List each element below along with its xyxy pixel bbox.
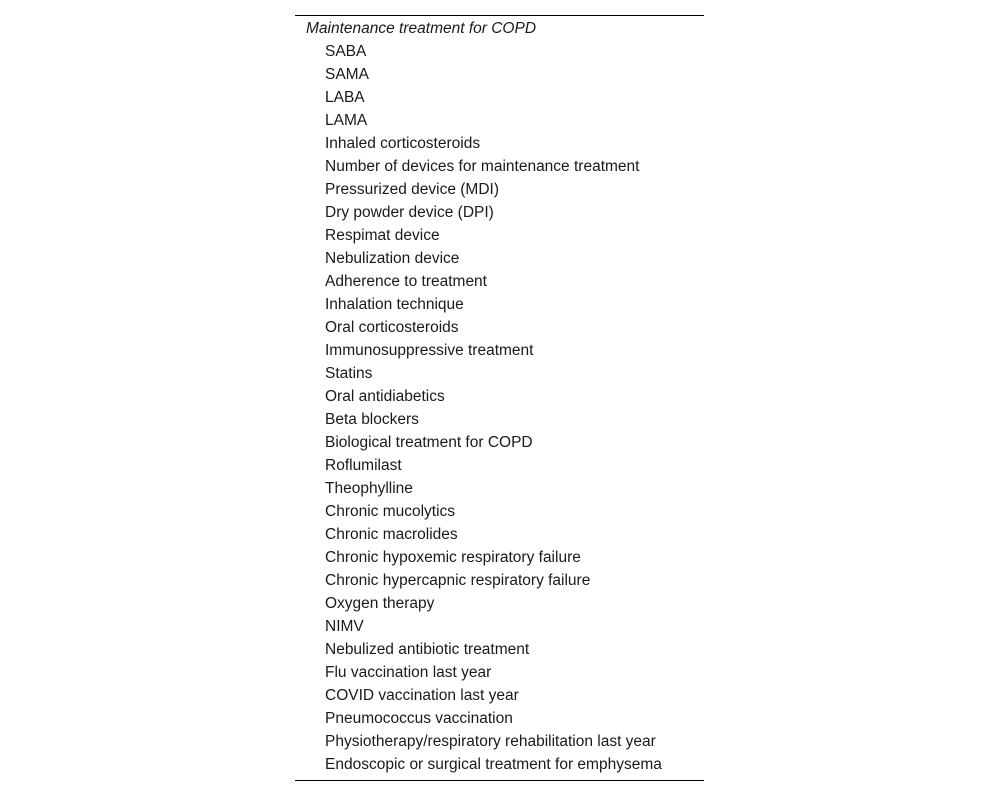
table-row: Oral corticosteroids <box>325 319 459 336</box>
table-row: Adherence to treatment <box>325 273 487 290</box>
table-row: LAMA <box>325 112 368 129</box>
table-row: Pneumococcus vaccination <box>325 710 513 727</box>
table-row: Nebulization device <box>325 250 460 267</box>
table-row: Roflumilast <box>325 457 402 474</box>
table-row: Biological treatment for COPD <box>325 434 533 451</box>
table-row: Chronic hypoxemic respiratory failure <box>325 549 581 566</box>
variable-list <box>295 40 704 776</box>
table-row: SABA <box>325 43 367 60</box>
table-row: Beta blockers <box>325 411 419 428</box>
table-row: Chronic hypercapnic respiratory failure <box>325 572 591 589</box>
table-row: LABA <box>325 89 365 106</box>
variables-table <box>295 15 704 781</box>
table-row: Number of devices for maintenance treatment <box>325 158 640 175</box>
table-row: Endoscopic or surgical treatment for emphysema <box>325 756 662 773</box>
table-row: Dry powder device (DPI) <box>325 204 494 221</box>
table-row: Pressurized device (MDI) <box>325 181 499 198</box>
table-row: Flu vaccination last year <box>325 664 492 681</box>
table-row: Physiotherapy/respiratory rehabilitation last year <box>325 733 656 750</box>
table-row: Nebulized antibiotic treatment <box>325 641 530 658</box>
table-row: Oxygen therapy <box>325 595 435 612</box>
table-row: NIMV <box>325 618 364 635</box>
table-row: Statins <box>325 365 373 382</box>
table-row: SAMA <box>325 66 369 83</box>
table-row: Chronic macrolides <box>325 526 458 543</box>
section-title: Maintenance treatment for COPD <box>306 20 537 37</box>
table-row: Theophylline <box>325 480 413 497</box>
table-row: Oral antidiabetics <box>325 388 445 405</box>
table-row: Chronic mucolytics <box>325 503 456 520</box>
table-row: COVID vaccination last year <box>325 687 519 704</box>
table-row: Inhaled corticosteroids <box>325 135 481 152</box>
table-row: Inhalation technique <box>325 296 464 313</box>
table-row: Respimat device <box>325 227 440 244</box>
table-row: Immunosuppressive treatment <box>325 342 534 359</box>
